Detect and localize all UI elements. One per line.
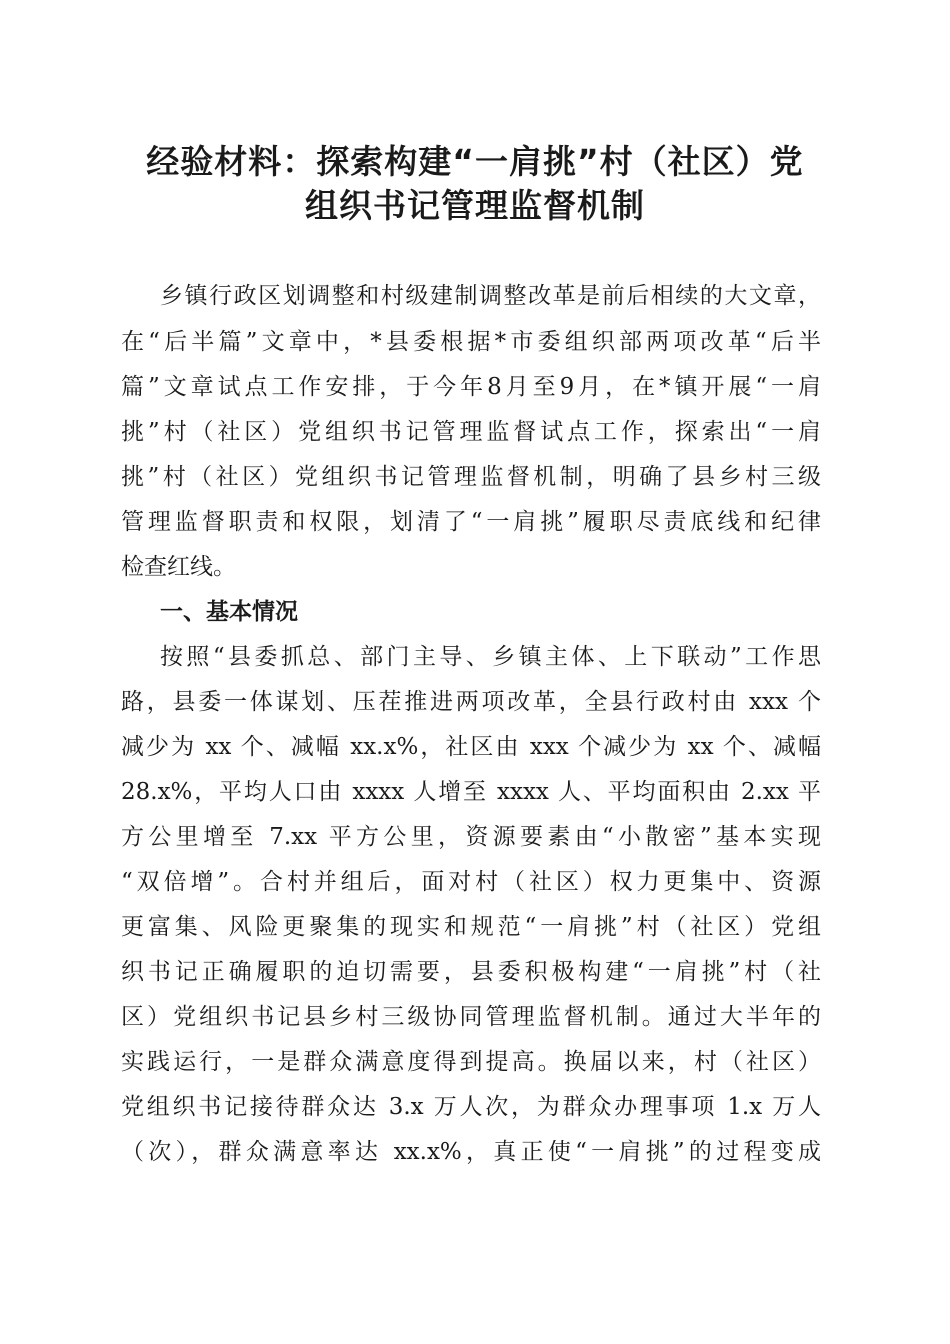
intro-line: 检查红线。 — [121, 554, 236, 580]
section1-line: 按照“县委抓总、部门主导、乡镇主体、上下联动”工作思 — [160, 644, 821, 670]
intro-line: 挑”村（社区）党组织书记管理监督试点工作，探索出“一肩 — [121, 419, 821, 445]
intro-line: 乡镇行政区划调整和村级建制调整改革是前后相续的大文章， — [160, 283, 821, 309]
section-heading-basic-situation: 一、基本情况 — [160, 599, 298, 625]
section1-line: 减少为 xx 个、减幅 xx.x%，社区由 xxx 个减少为 xx 个、减幅 — [121, 734, 821, 760]
document-title-line-2: 组织书记管理监督机制 — [305, 186, 645, 225]
intro-line: 篇”文章试点工作安排，于今年8月至9月，在*镇开展“一肩 — [121, 374, 821, 400]
section1-line: 织书记正确履职的迫切需要，县委积极构建“一肩挑”村（社 — [121, 959, 821, 985]
intro-line: 在“后半篇”文章中，*县委根据*市委组织部两项改革“后半 — [121, 329, 821, 355]
intro-line: 管理监督职责和权限，划清了“一肩挑”履职尽责底线和纪律 — [121, 509, 821, 535]
section1-line: 28.x%，平均人口由 xxxx 人增至 xxxx 人、平均面积由 2.xx 平 — [121, 779, 821, 805]
section1-line: 路，县委一体谋划、压茬推进两项改革，全县行政村由 xxx 个 — [121, 689, 821, 715]
document-title-line-1: 经验材料：探索构建“一肩挑”村（社区）党 — [146, 142, 804, 181]
section1-line: （次），群众满意率达 xx.x%，真正使“一肩挑”的过程变成 — [121, 1139, 821, 1165]
section1-line: “双倍增”。合村并组后，面对村（社区）权力更集中、资源 — [121, 869, 821, 895]
intro-line: 挑”村（社区）党组织书记管理监督机制，明确了县乡村三级 — [121, 464, 821, 490]
section1-line: 方公里增至 7.xx 平方公里，资源要素由“小散密”基本实现 — [121, 824, 821, 850]
section1-line: 实践运行，一是群众满意度得到提高。换届以来，村（社区） — [121, 1049, 821, 1075]
section1-line: 更富集、风险更聚集的现实和规范“一肩挑”村（社区）党组 — [121, 914, 821, 940]
section1-line: 区）党组织书记县乡村三级协同管理监督机制。通过大半年的 — [121, 1004, 821, 1030]
section1-line: 党组织书记接待群众达 3.x 万人次，为群众办理事项 1.x 万人 — [121, 1094, 821, 1120]
